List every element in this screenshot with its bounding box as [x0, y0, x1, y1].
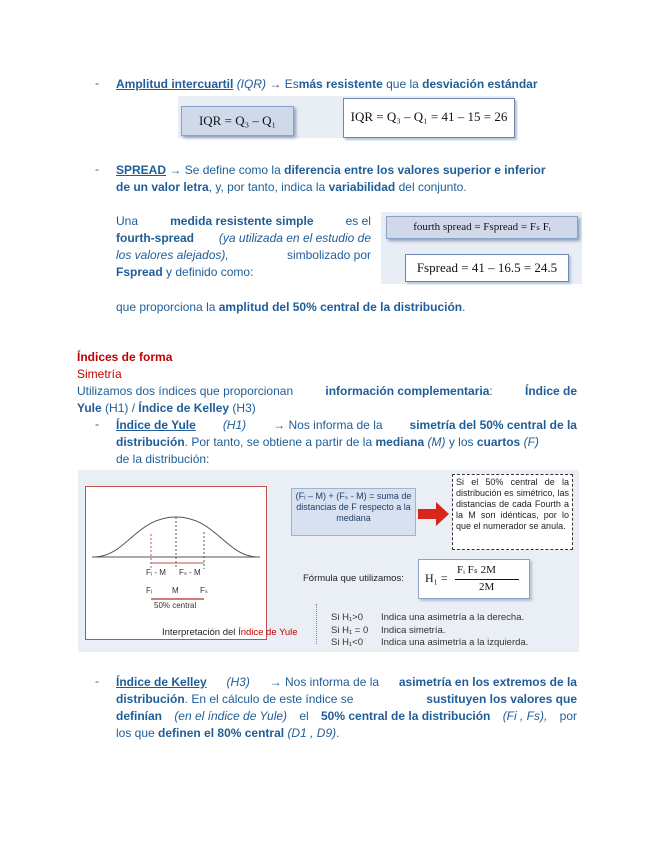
rule-brace [316, 604, 321, 644]
text-bold: definían [116, 709, 163, 723]
text-bold: Yule [77, 401, 102, 415]
spread-para-4 [116, 264, 253, 280]
text-italic: (ya utilizada en el estudio de [218, 231, 371, 245]
spread-line-1 [116, 162, 546, 178]
text-bold: medida resistente simple [170, 214, 314, 228]
yule-line-3: de la distribución: [116, 452, 210, 466]
text-bold: Fspread [116, 265, 163, 279]
formula-label: Fórmula que utilizamos: [303, 573, 404, 584]
text: simbolizado por [286, 248, 371, 262]
rule-row-2: Si H₁ = 0 Indica simetría. [331, 625, 446, 636]
kelley-line-1 [116, 674, 577, 690]
text: → Nos informa de la [269, 675, 380, 689]
text-bold: definen el 80% central [158, 726, 285, 740]
normal-curve-svg [86, 487, 266, 639]
spread-para-3 [116, 247, 371, 263]
yule-formula-box [418, 559, 530, 599]
text: : [489, 384, 493, 398]
section-subheading: Simetría [77, 367, 122, 381]
kelley-title: Índice de Kelley [116, 675, 207, 689]
spread-para-5 [116, 299, 465, 315]
kelley-line-4 [116, 725, 339, 741]
forma-line-1 [77, 383, 577, 399]
forma-line-2 [77, 400, 256, 416]
text: . [462, 300, 466, 314]
section-heading: Índices de forma [77, 350, 173, 364]
text: (H3) [232, 401, 256, 415]
text-bold: distribución [116, 692, 185, 706]
fs-tick: Fₛ [200, 586, 208, 595]
text-italic: (en el índice de Yule) [174, 709, 288, 723]
spread-line-2 [116, 179, 467, 195]
text: → Nos informa de la [273, 418, 383, 432]
text: Interpretación del [162, 627, 236, 638]
text-italic: (H3) [226, 675, 250, 689]
iqr-bold2: desviación estándar [422, 77, 538, 91]
text: . Por tanto, se obtiene a partir de la [184, 435, 373, 449]
text-bold: asimetría en los extremos de la [398, 675, 577, 689]
text-italic: los valores alejados), [116, 248, 229, 262]
text-bold: distribución [116, 435, 185, 449]
iqr-bold1: más resistente [298, 77, 383, 91]
text: los que [116, 726, 155, 740]
fraction-bar [455, 579, 519, 580]
text: que proporciona la [116, 300, 216, 314]
iqr-abbr: (IQR) [236, 77, 267, 91]
text-bold: sustituyen los valores que [426, 692, 577, 706]
spread-formula-box: fourth spread = Fspread = Fₛ Fᵢ [386, 216, 578, 239]
text: . En el cálculo de este índice se [184, 692, 354, 706]
iqr-line [116, 76, 538, 92]
spread-bold2: de un valor letra [116, 180, 209, 194]
normal-curve-figure [85, 486, 267, 640]
text-bold: Índice de Kelley [138, 401, 230, 415]
text-bold: Índice de [524, 384, 577, 398]
yule-line-2 [116, 434, 539, 450]
iqr-text1: que la [386, 77, 419, 91]
formula-lhs: H₁ = [425, 571, 448, 585]
spread-text3: del conjunto. [398, 180, 467, 194]
text-italic: (M) [427, 435, 446, 449]
text: el [299, 709, 309, 723]
yule-title: Índice de Yule [116, 418, 196, 432]
spread-bold1: diferencia entre los valores superior e inferior [284, 163, 546, 177]
bullet-dash: - [95, 162, 99, 176]
fi-tick: Fᵢ [146, 586, 153, 595]
kelley-line-3 [116, 708, 577, 724]
text-bold: 50% central de la distribución [321, 709, 491, 723]
fs-m-label: Fₛ - M [179, 568, 201, 577]
text-bold: fourth-spread [116, 231, 194, 245]
text-red: Índice de Yule [238, 627, 298, 638]
formula-denominator: 2M [479, 581, 495, 593]
spread-result-box: Fspread = 41 – 16.5 = 24.5 [405, 254, 569, 282]
bullet-dash: - [95, 417, 99, 431]
spread-text2: , y, por tanto, indica la [208, 180, 326, 194]
spread-para-1 [116, 213, 371, 229]
text: por [559, 709, 577, 723]
text-italic: (H1) [222, 418, 247, 432]
text-italic: (D1 , D9) [287, 726, 337, 740]
spread-bold3: variabilidad [328, 180, 396, 194]
text-bold: simetría del 50% central de la [409, 418, 577, 432]
spread-text1: → Se define como la [169, 163, 281, 177]
text-bold: información complementaria [325, 384, 490, 398]
fi-m-label: Fᵢ - M [146, 568, 166, 577]
central-label: 50% central [154, 601, 197, 610]
iqr-formula-box: IQR = Q₃ – Q₁ [181, 106, 294, 136]
bullet-dash: - [95, 674, 99, 688]
formula-numerator: Fᵢ Fₛ 2M [457, 564, 496, 576]
interpretation-label [162, 627, 298, 638]
right-arrow-icon [418, 502, 450, 526]
m-tick: M [172, 586, 179, 595]
text-bold: mediana [375, 435, 425, 449]
text: Utilizamos dos índices que proporcionan [77, 384, 294, 398]
text: Una [116, 214, 139, 228]
iqr-title: Amplitud intercuartil [116, 77, 234, 91]
iqr-arrow: → Es [269, 77, 299, 91]
yule-line-1 [116, 417, 577, 433]
text: (H1) / [105, 401, 136, 415]
spread-para-2 [116, 230, 371, 246]
spread-title: SPREAD [116, 163, 167, 177]
text-italic: (F) [523, 435, 539, 449]
sum-explanation-box: (Fᵢ – M) + (Fₛ - M) = suma de distancias de F respecto a la mediana [291, 488, 416, 536]
iqr-result-box: IQR = Q₃ – Q₁ = 41 – 15 = 26 [343, 98, 515, 138]
text-bold: cuartos [476, 435, 521, 449]
text: y los [448, 435, 474, 449]
text-bold: amplitud del 50% central de la distribución [218, 300, 463, 314]
text: es el [345, 214, 371, 228]
text: . [336, 726, 340, 740]
text: y definido como: [166, 265, 254, 279]
bullet-dash: - [95, 76, 99, 90]
kelley-line-2 [116, 691, 577, 707]
rule-row-3: Si H₁<0 Indica una asimetría a la izquierda. [331, 637, 529, 648]
symmetry-note-box: Si el 50% central de la distribución es simétrico, las distancias de cada Fourth a la M son idénticas, por lo que el numerador se anula. [452, 474, 573, 550]
rule-row-1: Si H₁>0 Indica una asimetría a la derecha. [331, 612, 525, 623]
text-italic: (Fi , Fs), [502, 709, 548, 723]
